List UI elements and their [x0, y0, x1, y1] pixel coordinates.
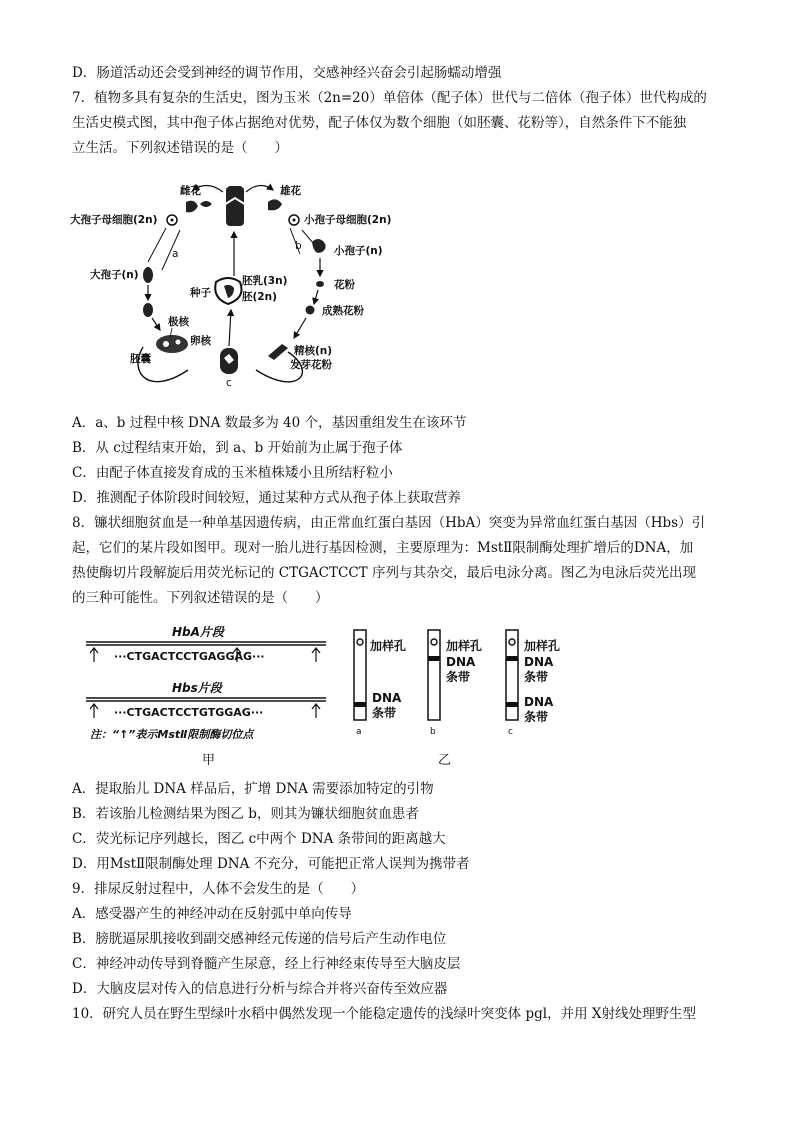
- q8-stem-line2: 起，它们的某片段如图甲。现对一胎儿进行基因检测，主要原理为：MstⅡ限制酶处理扩增后的DNA，加: [72, 540, 694, 556]
- gel-lane-b: [428, 630, 440, 720]
- q7-option-d: D．推测配子体阶段时间较短，通过某种方式从孢子体上获取营养: [72, 490, 461, 506]
- q8-option-a: A．提取胎儿 DNA 样品后，扩增 DNA 需要添加特定的引物: [72, 781, 434, 797]
- q8-stem-line4: 的三种可能性。下列叙述错误的是（ ）: [72, 590, 329, 606]
- gel-lane-c: [506, 630, 518, 720]
- seed-label: 种子: [190, 287, 211, 299]
- q8-stem-line3: 热使酶切片段解旋后用荧光标记的 CTGACTCCT 序列与其杂交，最后电泳分离。图乙为电泳后荧光出现: [72, 565, 696, 581]
- q9-option-d: D．大脑皮层对传入的信息进行分析与综合并将兴奋传至效应器: [72, 981, 448, 997]
- q8-option-d: D．用MstⅡ限制酶处理 DNA 不充分，可能把正常人误判为携带者: [72, 856, 470, 872]
- hbs-sequence: ···CTGACTCCTGTGGAG···: [114, 706, 264, 719]
- figure-yi-label: 乙: [438, 753, 452, 768]
- figure-note: 注：“↑”表示MstⅡ限制酶切位点: [90, 728, 254, 741]
- dna-band-lower: [506, 702, 518, 707]
- lane-b-band-label: 条带: [446, 670, 471, 684]
- q8-figure-yi: [350, 626, 570, 772]
- lane-a-label: a: [356, 727, 362, 737]
- q8-option-b: B．若该胎儿检测结果为图乙 b，则其为镰状细胞贫血患者: [72, 806, 419, 822]
- lane-a-band-label: 条带: [372, 706, 397, 720]
- well-icon: [357, 639, 363, 645]
- embryo-sac-icon: [156, 335, 188, 353]
- q7-option-c: C．由配子体直接发育成的玉米植株矮小且所结籽粒小: [72, 465, 393, 481]
- mega-mother-label: 大孢子母细胞(2n): [70, 214, 158, 226]
- lane-c-band-label-lower: 条带: [524, 710, 549, 724]
- microspore-label: 小孢子(n): [334, 245, 383, 257]
- polar-nucleus-label: 极核: [168, 316, 189, 328]
- lane-c-band-label-upper: 条带: [524, 670, 549, 684]
- process-c-label: c: [226, 377, 232, 389]
- egg-nucleus-label: 卵核: [190, 335, 211, 347]
- process-a-label: a: [172, 248, 179, 260]
- lane-a-dna-label: DNA: [372, 691, 402, 705]
- q7-option-b: B．从 c过程结束开始，到 a、b 开始前为止属于孢子体: [72, 440, 403, 456]
- lane-c-well-label: 加样孔: [524, 639, 561, 653]
- q9-option-a: A．感受器产生的神经冲动在反射弧中单向传导: [72, 906, 352, 922]
- mature-pollen-label: 成熟花粉: [322, 305, 364, 317]
- lane-a-well-label: 加样孔: [370, 639, 407, 653]
- dna-band: [354, 702, 366, 707]
- q8-stem-line1: 8．镰状细胞贫血是一种单基因遗传病，由正常血红蛋白基因（HbA）突变为异常血红蛋白基因（Hbs）引: [72, 515, 706, 531]
- hbs-fragment-title: Hbs片段: [172, 681, 222, 695]
- q9-stem: 9．排尿反射过程中，人体不会发生的是（ ）: [72, 881, 365, 897]
- endosperm-label: 胚乳(3n): [242, 275, 288, 287]
- micro-mother-label: 小孢子母细胞(2n): [304, 214, 392, 226]
- gel-lane-a: [354, 630, 366, 720]
- lane-b-well-label: 加样孔: [446, 639, 483, 653]
- q7-option-a: A．a、b 过程中核 DNA 数最多为 40 个，基因重组发生在该环节: [72, 415, 467, 431]
- mature-pollen-icon: [306, 306, 315, 315]
- hba-fragment-title: HbA片段: [172, 625, 224, 639]
- megaspore-icon: [143, 267, 153, 283]
- lane-b-label: b: [430, 727, 436, 737]
- embryo-label: 胚(2n): [242, 291, 277, 303]
- q7-stem-line2: 生活史模式图，其中孢子体占据绝对优势，配子体仅为数个细胞（如胚囊、花粉等），自然条件下不能独: [72, 115, 687, 131]
- well-icon: [431, 639, 437, 645]
- pollen-label: 花粉: [334, 279, 355, 291]
- q8-figure-jia: [84, 622, 334, 768]
- male-flower-label: 雄花: [280, 185, 301, 197]
- pollen-icon: [316, 281, 324, 287]
- q7-stem-line1: 7．植物多具有复杂的生活史，图为玉米（2n=20）单倍体（配子体）世代与二倍体（孢子体）世代构成的: [72, 90, 707, 106]
- dna-band: [428, 656, 440, 661]
- embryo-sac-label: 胚囊: [130, 353, 151, 365]
- germinating-pollen-icon: [268, 344, 288, 360]
- lane-c-dna-label-upper: DNA: [524, 655, 554, 669]
- well-icon: [509, 639, 515, 645]
- lane-b-dna-label: DNA: [446, 655, 476, 669]
- female-flower-label: 雌花: [180, 185, 201, 197]
- male-flower-icon: [268, 199, 282, 210]
- q6-option-d: D．肠道活动还会受到神经的调节作用，交感神经兴奋会引起肠蠕动增强: [72, 65, 502, 81]
- female-flower-icon: [186, 201, 212, 213]
- figure-jia-label: 甲: [202, 753, 216, 768]
- germ-pollen-label: 发芽花粉: [290, 359, 332, 371]
- q9-option-b: B．膀胱逼尿肌接收到副交感神经元传递的信号后产生动作电位: [72, 931, 447, 947]
- corn-plant-icon: [216, 180, 254, 226]
- q7-stem-line3: 立生活。下列叙述错误的是（ ）: [72, 140, 288, 156]
- dna-band-upper: [506, 656, 518, 661]
- microspore-icon: [312, 239, 326, 253]
- q10-stem-line1: 10．研究人员在野生型绿叶水稻中偶然发现一个能稳定遗传的浅绿叶突变体 pgl，并用 X射线处理野生型: [72, 1006, 696, 1022]
- q9-option-c: C．神经冲动传导到脊髓产生尿意，经上行神经束传导至大脑皮层: [72, 956, 461, 972]
- hba-sequence: ···CTGACTCCTGAGGAG···: [114, 650, 265, 663]
- lane-c-dna-label-lower: DNA: [524, 695, 554, 709]
- q7-life-cycle-diagram: [68, 172, 408, 397]
- megaspore-label: 大孢子(n): [90, 269, 139, 281]
- q8-option-c: C．荧光标记序列越长，图乙 c中两个 DNA 条带间的距离越大: [72, 831, 446, 847]
- lane-c-label: c: [508, 727, 513, 737]
- sperm-label: 精核(n): [294, 345, 333, 357]
- process-b-label: b: [295, 240, 302, 252]
